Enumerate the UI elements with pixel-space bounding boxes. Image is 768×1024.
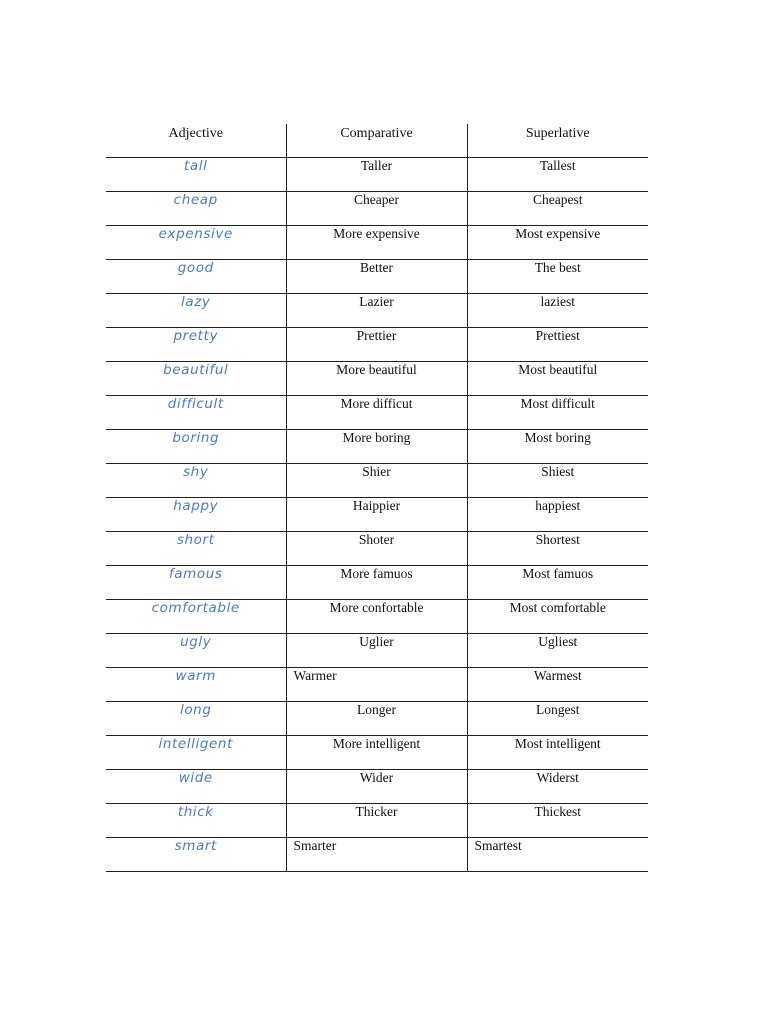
superlative-cell: Most comfortable bbox=[467, 599, 648, 633]
superlative-cell: Warmest bbox=[467, 667, 648, 701]
comparative-cell: Thicker bbox=[286, 803, 467, 837]
comparative-cell: Haippier bbox=[286, 497, 467, 531]
comparative-cell: More intelligent bbox=[286, 735, 467, 769]
table-row bbox=[106, 361, 648, 395]
table-row bbox=[106, 701, 648, 735]
adjective-cell: tall bbox=[106, 157, 286, 191]
superlative-cell: Most famuos bbox=[467, 565, 648, 599]
comparative-cell: More famuos bbox=[286, 565, 467, 599]
comparative-cell: Cheaper bbox=[286, 191, 467, 225]
adjective-cell: intelligent bbox=[106, 735, 286, 769]
comparative-cell: Smarter bbox=[286, 837, 467, 871]
table-row bbox=[106, 497, 648, 531]
adjective-cell: happy bbox=[106, 497, 286, 531]
comparative-cell: More confortable bbox=[286, 599, 467, 633]
superlative-cell: Cheapest bbox=[467, 191, 648, 225]
superlative-cell: Most expensive bbox=[467, 225, 648, 259]
superlative-cell: happiest bbox=[467, 497, 648, 531]
comparative-cell: Shoter bbox=[286, 531, 467, 565]
table-row bbox=[106, 531, 648, 565]
adjective-cell: pretty bbox=[106, 327, 286, 361]
table-row bbox=[106, 395, 648, 429]
comparative-cell: Better bbox=[286, 259, 467, 293]
comparative-cell: Longer bbox=[286, 701, 467, 735]
table-row bbox=[106, 837, 648, 871]
table-row bbox=[106, 327, 648, 361]
table-row bbox=[106, 463, 648, 497]
adjective-cell: cheap bbox=[106, 191, 286, 225]
adjective-cell: beautiful bbox=[106, 361, 286, 395]
superlative-cell: Longest bbox=[467, 701, 648, 735]
superlative-cell: Thickest bbox=[467, 803, 648, 837]
comparative-cell: More expensive bbox=[286, 225, 467, 259]
superlative-cell: Most beautiful bbox=[467, 361, 648, 395]
adjective-cell: good bbox=[106, 259, 286, 293]
comparative-cell: More difficut bbox=[286, 395, 467, 429]
superlative-cell: Most difficult bbox=[467, 395, 648, 429]
header-comparative: Comparative bbox=[286, 124, 467, 157]
superlative-cell: Shortest bbox=[467, 531, 648, 565]
table-row bbox=[106, 293, 648, 327]
superlative-cell: laziest bbox=[467, 293, 648, 327]
adjective-cell: difficult bbox=[106, 395, 286, 429]
table-row bbox=[106, 259, 648, 293]
adjective-cell: short bbox=[106, 531, 286, 565]
superlative-cell: Widerst bbox=[467, 769, 648, 803]
adjective-cell: wide bbox=[106, 769, 286, 803]
adjective-cell: lazy bbox=[106, 293, 286, 327]
adjective-cell: warm bbox=[106, 667, 286, 701]
superlative-cell: Most intelligent bbox=[467, 735, 648, 769]
superlative-cell: Shiest bbox=[467, 463, 648, 497]
superlative-cell: The best bbox=[467, 259, 648, 293]
comparative-cell: Uglier bbox=[286, 633, 467, 667]
table-row bbox=[106, 769, 648, 803]
superlative-cell: Tallest bbox=[467, 157, 648, 191]
comparative-cell: Lazier bbox=[286, 293, 467, 327]
adjective-cell: comfortable bbox=[106, 599, 286, 633]
table-row bbox=[106, 191, 648, 225]
comparative-cell: Prettier bbox=[286, 327, 467, 361]
table-row bbox=[106, 667, 648, 701]
superlative-cell: Smartest bbox=[467, 837, 648, 871]
adjective-cell: expensive bbox=[106, 225, 286, 259]
comparative-cell: More boring bbox=[286, 429, 467, 463]
adjective-cell: shy bbox=[106, 463, 286, 497]
adjective-cell: ugly bbox=[106, 633, 286, 667]
comparative-cell: More beautiful bbox=[286, 361, 467, 395]
superlative-cell: Prettiest bbox=[467, 327, 648, 361]
superlative-cell: Most boring bbox=[467, 429, 648, 463]
adjective-forms-table bbox=[106, 124, 648, 872]
table-row bbox=[106, 633, 648, 667]
table-row bbox=[106, 599, 648, 633]
adjective-cell: smart bbox=[106, 837, 286, 871]
table-row bbox=[106, 735, 648, 769]
table-row bbox=[106, 803, 648, 837]
table-row bbox=[106, 157, 648, 191]
adjective-cell: famous bbox=[106, 565, 286, 599]
table-row bbox=[106, 565, 648, 599]
adjective-cell: long bbox=[106, 701, 286, 735]
adjective-cell: boring bbox=[106, 429, 286, 463]
comparative-cell: Taller bbox=[286, 157, 467, 191]
comparative-cell: Wider bbox=[286, 769, 467, 803]
table-row bbox=[106, 429, 648, 463]
comparative-cell: Shier bbox=[286, 463, 467, 497]
table-row bbox=[106, 225, 648, 259]
comparative-cell: Warmer bbox=[286, 667, 467, 701]
header-adjective: Adjective bbox=[106, 124, 286, 157]
adjective-cell: thick bbox=[106, 803, 286, 837]
header-superlative: Superlative bbox=[467, 124, 648, 157]
table-header-row bbox=[106, 124, 648, 157]
superlative-cell: Ugliest bbox=[467, 633, 648, 667]
